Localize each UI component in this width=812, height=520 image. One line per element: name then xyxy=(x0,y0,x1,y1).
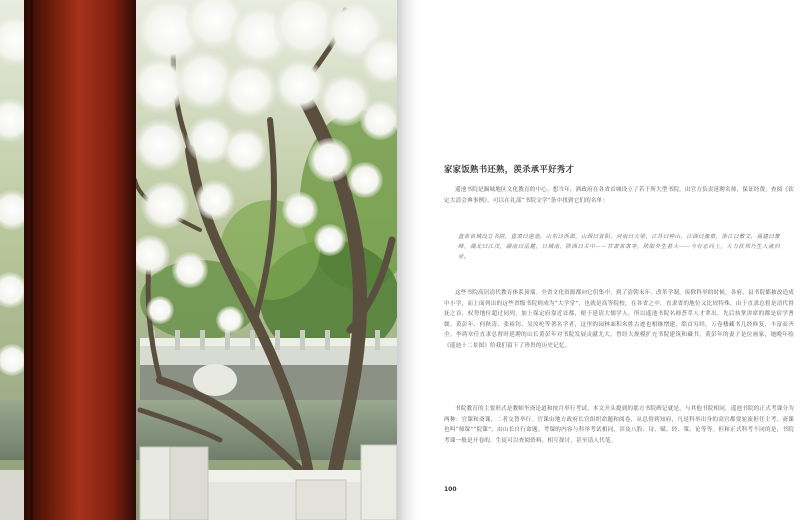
text-page xyxy=(419,0,812,520)
book-spine-gutter xyxy=(397,0,419,520)
page-number: 100 xyxy=(444,486,457,493)
chapter-title: 家家饭熟书还熟，羡杀承平好秀才 xyxy=(444,164,575,174)
paragraph-history: 这些书院高居清代教育体系顶端。全省文化资源都向它们集中，到了清朝末年，改革学制，废除科举的时候，各府、县书院都被改造成中小学，而上面列出的这些省级书院则成为“大学堂”，也就是高等院校。在各省之中，直隶省的地位又比较特殊，由于直隶总督是清代督抚之首，权势地位超过同列，加上保定府靠近首都，便于延请大儒学人，所以遥池书院名师荟萃人才辈出，先后执掌讲席的都是宿学耆儒。黄彭年、何秋涛、张裕钊、吴汝纶等著名学者，这里的园林面积名胜古迹也相继增建，皓首穷经，万卷楼藏书几经修复，丰富而齐全。李鸿章任直隶总督时延聘的山长黄彭年对书院发展贡献尤大，曾经大规模扩充书院建筑和藏书，黄彭年的妻子是位画家，她晚年绘《遥池十二景图》给我们留下了珍贵的历史记忆。 xyxy=(444,290,794,349)
photo-illustration xyxy=(0,0,397,520)
quoted-passage: 直省省城设立书院，直隶曰莲池，山东曰泺源，山西曰晋阳，河南曰大梁，江苏曰钟山，江西曰豫章，浙江曰敷文，福建曰鳌峰，湖北曰江汉，湖南曰岳麓，日城南，陕西曰关中——甘肃省隶等，陕陷外生甚大——今有志向上，大力扶邦乃生人就归业。 xyxy=(458,234,780,261)
garden-blossom-photo xyxy=(0,0,397,520)
paragraph-intro: 遥池书院是錫城地区文化教育的中心。想当年，洒政府在各省首城设立了若干所大型书院，由官方负责延聘名师，保证经费。查阅《钦定大清会典事例》，可以在礼部“书院文学”条中找到它们的名单： xyxy=(444,187,794,204)
paragraph-exams: 书院教育的主要形式是教师坐斋论道和按月举行考试。本文开头提到的那方书院碑记就是，与其他书院相同，遥池书院的正式考课分为两种：官课和斋课，二者交替举行。官课由地方政府长官组织命题和阅卷，从总督到知府，凡是科举出身的高官都要轮流担任主考。斋课也叫“师课”“院课”，由山长自行命题。考课的内容与科举考试相同，涉及八股、诗、赋、经、策、论等等。但和正式科考不同的是，书院考课一般是开卷的，生徒可以查阅资料、相互探讨，甚至请人代笔。 xyxy=(444,406,794,444)
